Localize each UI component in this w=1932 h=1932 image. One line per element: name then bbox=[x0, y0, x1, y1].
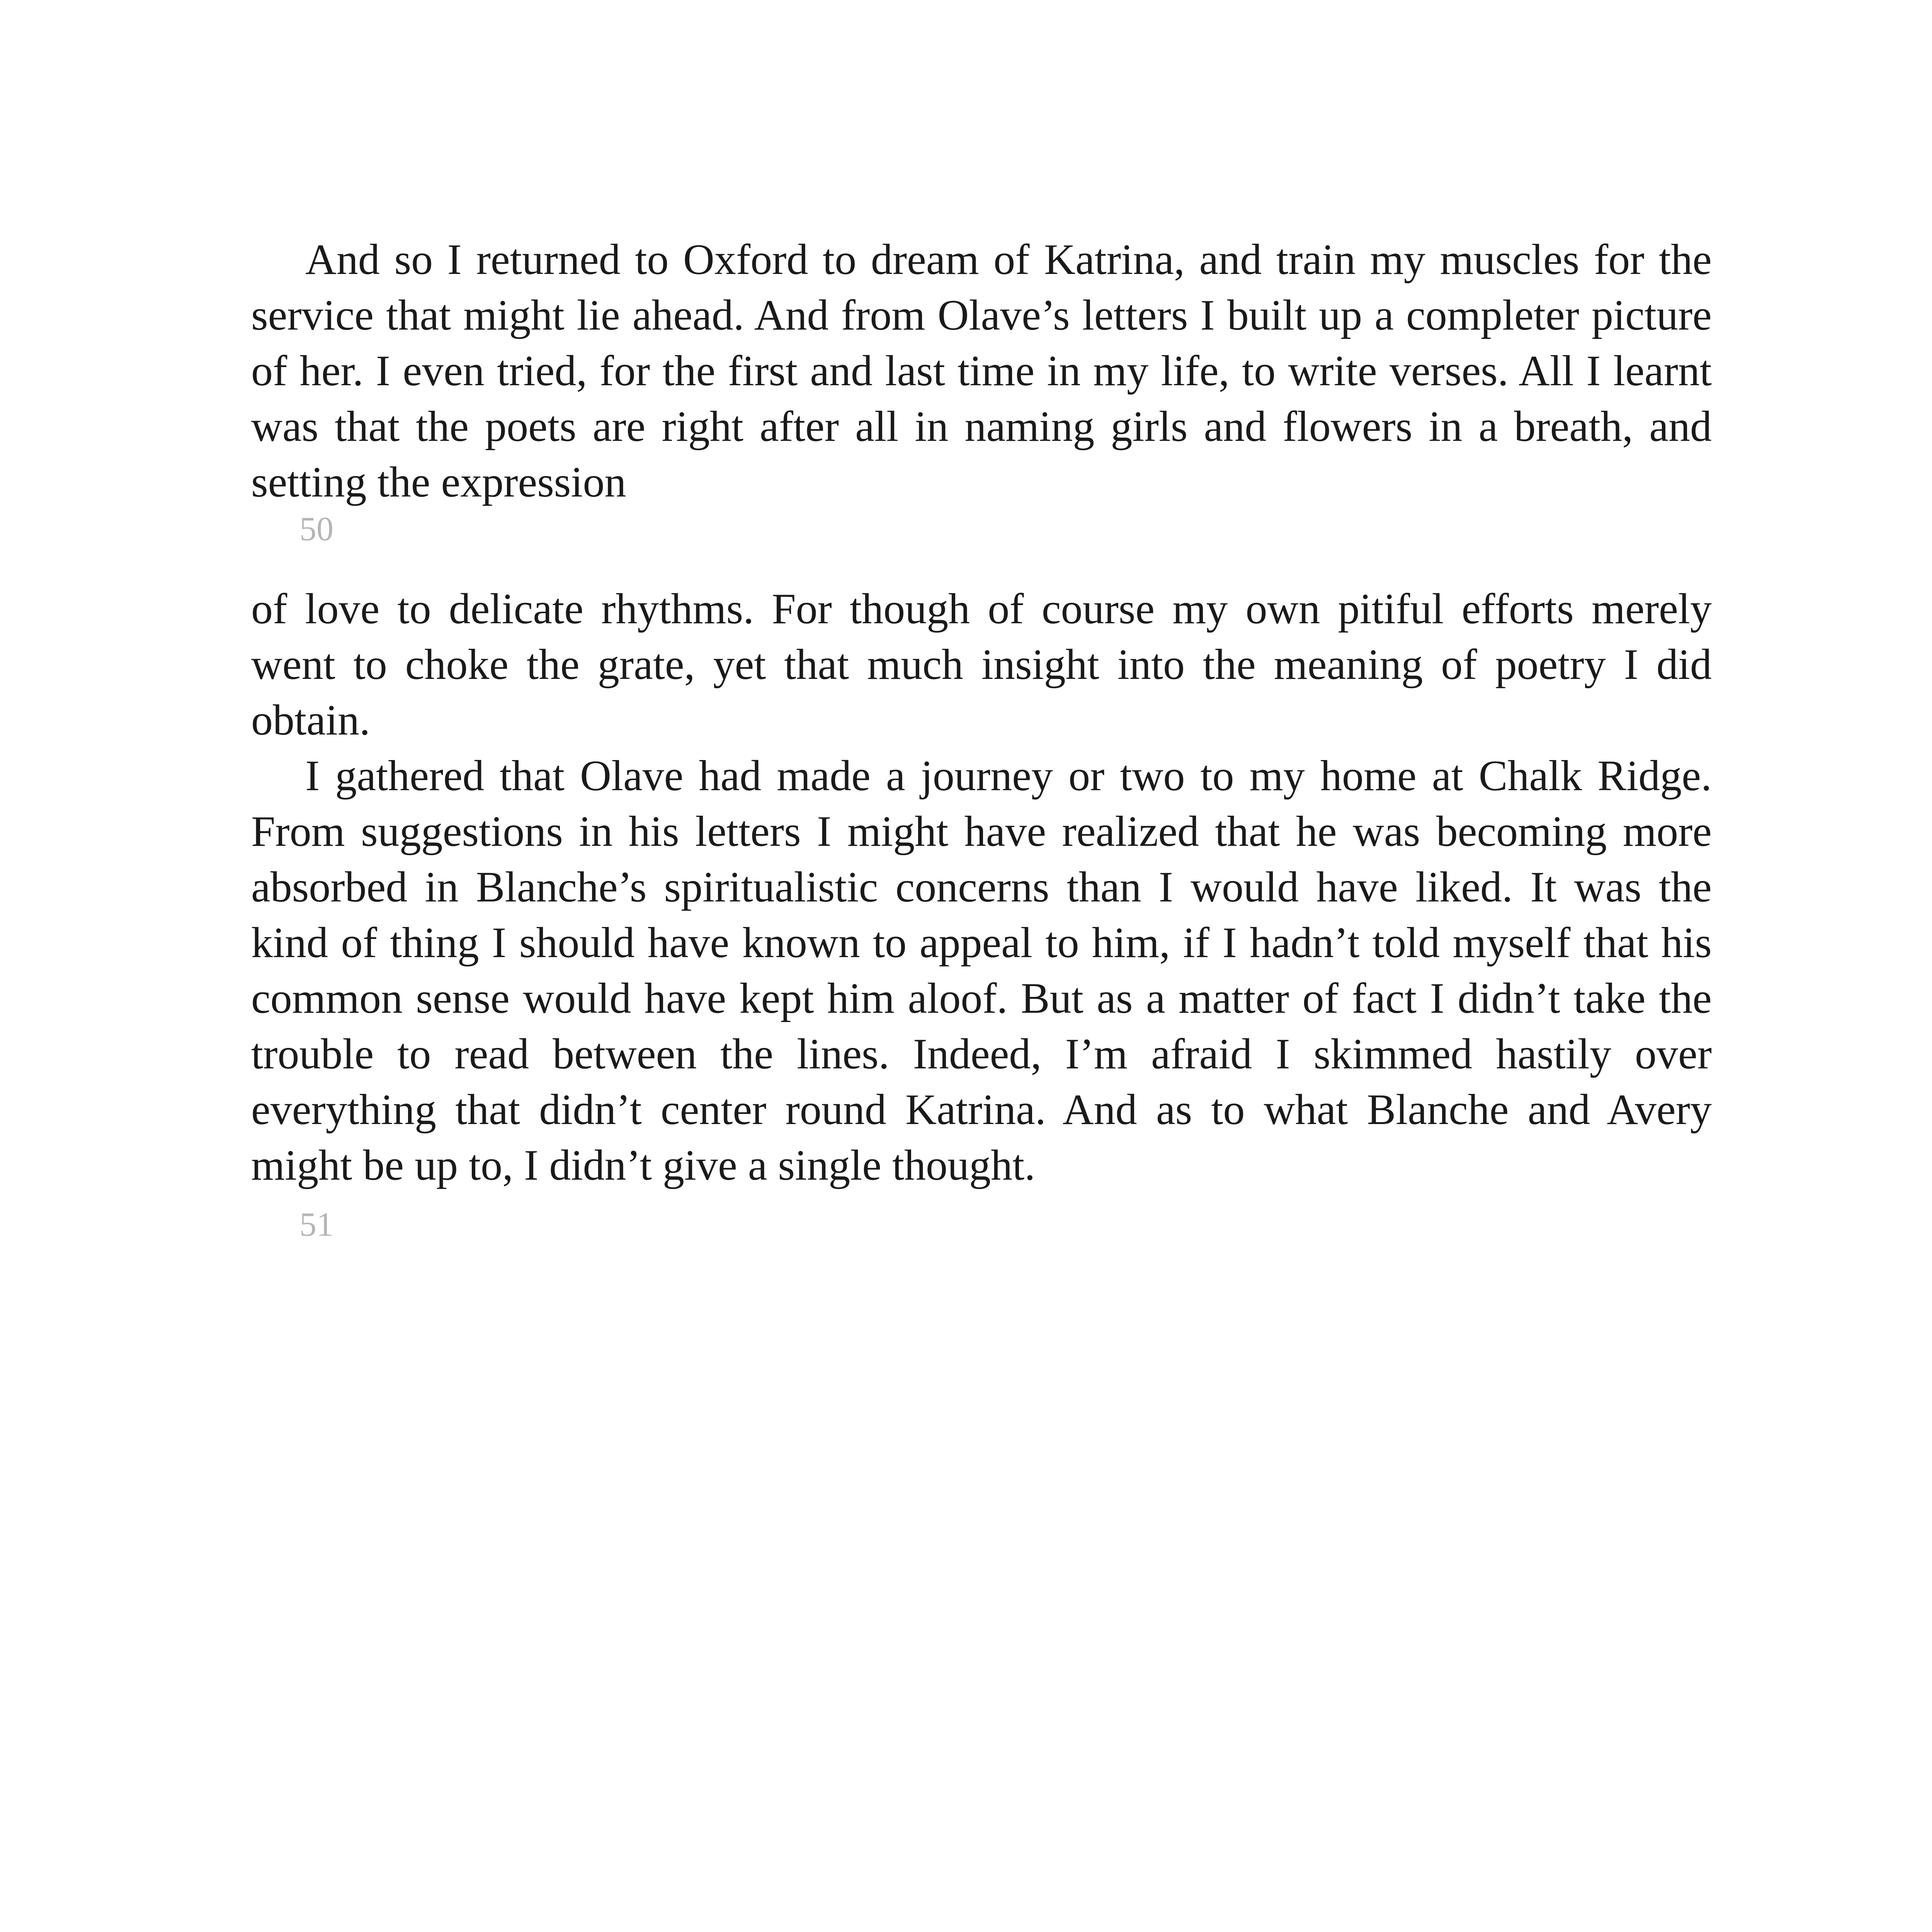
page-number: 50 bbox=[299, 510, 333, 548]
text-block-page-51 bbox=[251, 581, 1712, 1193]
text-block-page-50 bbox=[251, 232, 1712, 510]
page-number: 51 bbox=[299, 1206, 333, 1243]
paragraph: I gathered that Olave had made a journey or two to my home at Chalk Ridge. From suggestions in his letters I might have realized that he was becoming more absorbed in Blanche’s spiritualistic concerns than I would have liked. It was the kind of thing I should have known to appeal to him, if I hadn’t told myself that his common sense would have kept him aloof. But as a matter of fact I didn’t take the trouble to read between the lines. Indeed, I’m afraid I skimmed hastily over everything that didn’t center round Katrina. And as to what Blanche and Avery might be up to, I didn’t give a single thought. bbox=[251, 752, 1712, 1189]
paragraph-continuation: of love to delicate rhythms. For though of course my own pitiful efforts merely went to choke the grate, yet that much insight into the meaning of poetry I did obtain. bbox=[251, 585, 1712, 744]
paragraph: And so I returned to Oxford to dream of Katrina, and train my muscles for the service that might lie ahead. And from Olave’s letters I built up a completer picture of her. I even tried, for the first and last time in my life, to write verses. All I learnt was that the poets are right after all in naming girls and flowers in a breath, and setting the expression bbox=[251, 236, 1712, 506]
